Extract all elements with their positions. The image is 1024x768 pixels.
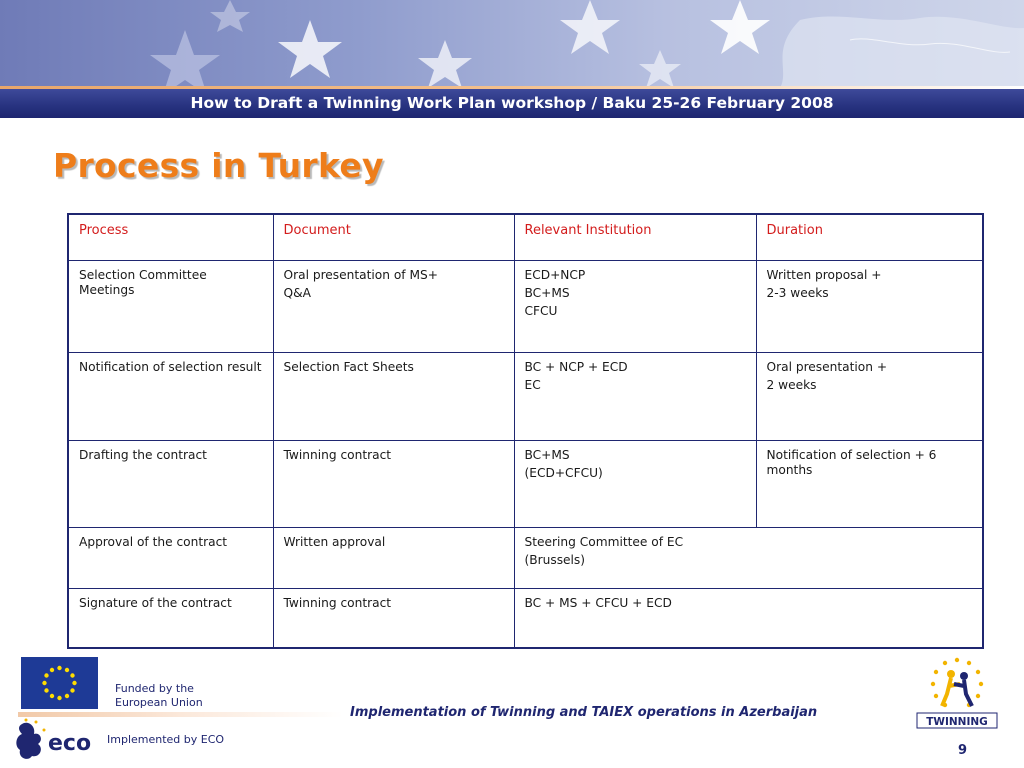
star-ring-icon xyxy=(931,658,983,707)
cell-line: BC+MS xyxy=(524,447,570,462)
cell-line: Steering Committee of EC xyxy=(524,534,684,549)
header-cell-institution: Relevant Institution xyxy=(514,214,756,260)
cell-line: BC + NCP + ECD xyxy=(524,359,628,374)
implemented-by-text: Implemented by ECO xyxy=(107,733,225,746)
figure-head-icon xyxy=(947,670,955,678)
document-cell xyxy=(273,352,514,440)
eco-logo-text: eco xyxy=(48,731,92,756)
twinning-logo-text: TWINNING xyxy=(926,716,988,728)
table-header-row xyxy=(68,214,983,260)
eco-logo xyxy=(14,716,104,766)
figure-body-icon xyxy=(954,680,972,706)
duration-cell xyxy=(756,352,983,440)
document-cell xyxy=(273,260,514,352)
europe-map-shape xyxy=(780,16,1024,88)
header-cell-duration: Duration xyxy=(756,214,983,260)
cell-line: Notification of selection + 6 months xyxy=(766,447,937,477)
eu-stars-circle xyxy=(21,657,98,709)
process-table xyxy=(67,213,984,649)
institution-cell xyxy=(514,588,983,648)
cell-line: (Brussels) xyxy=(524,552,586,567)
process-cell: Approval of the contract xyxy=(68,527,273,588)
cell-line: 2-3 weeks xyxy=(766,285,829,300)
process-cell: Selection Committee Meetings xyxy=(68,260,273,352)
document-cell xyxy=(273,440,514,527)
table-row xyxy=(68,440,983,527)
table-row xyxy=(68,588,983,648)
cell-line: Twinning contract xyxy=(283,595,392,610)
institution-cell xyxy=(514,260,756,352)
cell-line: Q&A xyxy=(283,285,311,300)
document-cell xyxy=(273,527,514,588)
institution-cell xyxy=(514,440,756,527)
star-icon xyxy=(639,50,681,88)
table-row xyxy=(68,527,983,588)
star-icon xyxy=(43,729,46,732)
cell-line: Twinning contract xyxy=(283,447,392,462)
star-icon xyxy=(278,20,342,78)
cell-line: CFCU xyxy=(524,303,558,318)
star-icon xyxy=(150,30,220,88)
table-row xyxy=(68,352,983,440)
process-cell: Signature of the contract xyxy=(68,588,273,648)
header-cell-process: Process xyxy=(68,214,273,260)
eu-stars-background xyxy=(0,0,1024,88)
cell-line: Oral presentation + xyxy=(766,359,888,374)
star-icon xyxy=(418,40,472,88)
eu-flag-icon xyxy=(21,657,98,709)
process-cell: Notification of selection result xyxy=(68,352,273,440)
duration-cell xyxy=(756,440,983,527)
eco-map-icon xyxy=(16,723,41,759)
figure-head-icon xyxy=(960,672,968,680)
slide-title: Process in Turkey xyxy=(53,146,384,185)
table-row xyxy=(68,260,983,352)
cell-line: BC+MS xyxy=(524,285,570,300)
figure-body-icon xyxy=(942,678,960,706)
duration-cell xyxy=(756,260,983,352)
cell-line: ECD+NCP xyxy=(524,267,586,282)
cell-line: Written approval xyxy=(283,534,386,549)
cell-line: EC xyxy=(524,377,541,392)
cell-line: 2 weeks xyxy=(766,377,817,392)
process-cell: Drafting the contract xyxy=(68,440,273,527)
funded-line-2: European Union xyxy=(115,695,203,709)
cell-line: Selection Fact Sheets xyxy=(283,359,414,374)
funded-line-1: Funded by the xyxy=(115,682,194,695)
star-icon xyxy=(25,719,28,722)
star-icon xyxy=(560,0,620,54)
star-icon xyxy=(35,721,38,724)
funded-by-text xyxy=(115,682,203,709)
header-cell-document: Document xyxy=(273,214,514,260)
header-banner xyxy=(0,0,1024,88)
star-icon xyxy=(710,0,770,54)
cell-line: Written proposal + xyxy=(766,267,882,282)
cell-line: BC + MS + CFCU + ECD xyxy=(524,595,672,610)
workshop-title-bar xyxy=(0,89,1024,118)
cell-line: (ECD+CFCU) xyxy=(524,465,603,480)
workshop-title: How to Draft a Twinning Work Plan workshop / Baku 25-26 February 2008 xyxy=(190,94,834,112)
document-cell xyxy=(273,588,514,648)
institution-cell xyxy=(514,527,983,588)
footer-center-text: Implementation of Twinning and TAIEX operations in Azerbaijan xyxy=(350,705,818,720)
institution-cell xyxy=(514,352,756,440)
twinning-logo xyxy=(914,654,1000,732)
cell-line: Oral presentation of MS+ xyxy=(283,267,438,282)
star-icon xyxy=(210,0,250,32)
page-number: 9 xyxy=(958,743,968,758)
